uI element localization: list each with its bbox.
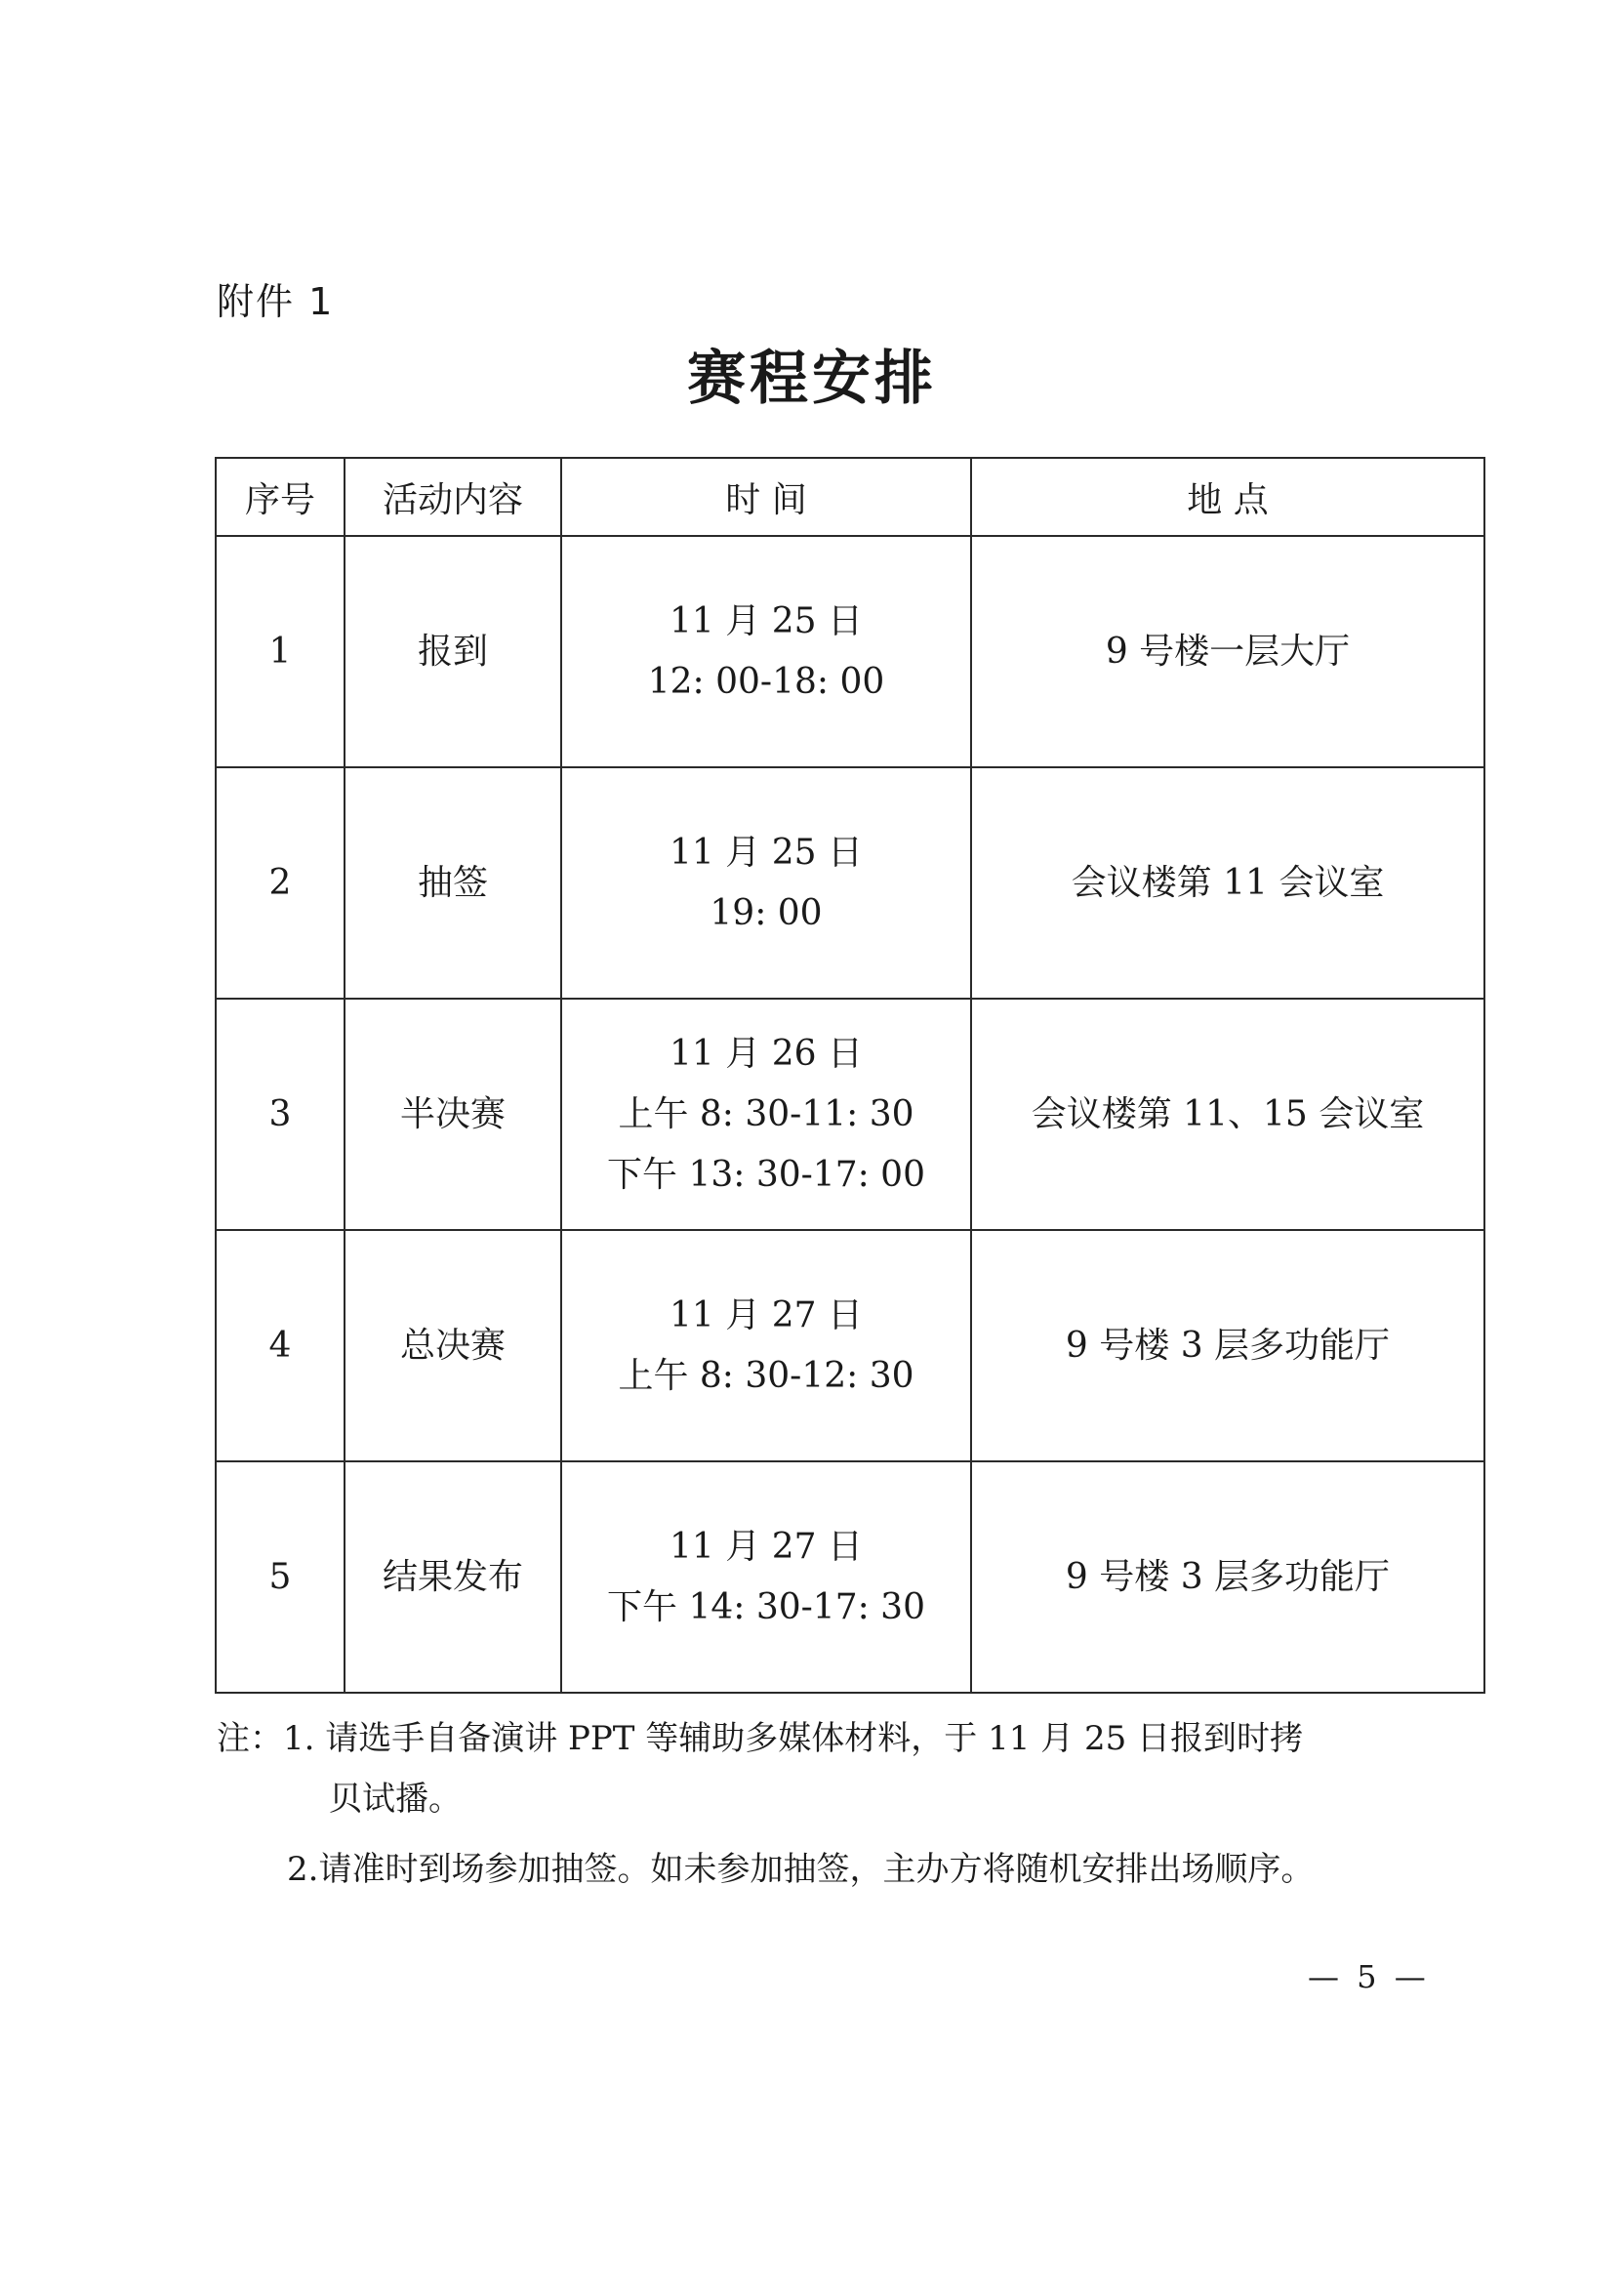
note-1-line-2: 贝试播。: [329, 1780, 462, 1819]
time-line: 19: 00: [710, 892, 823, 933]
row-no: 5: [216, 1461, 345, 1693]
row-location: 9 号楼 3 层多功能厅: [971, 1461, 1484, 1693]
schedule-table: [215, 457, 1485, 1694]
table-row: [216, 1461, 1484, 1693]
document-title: 赛程安排: [687, 345, 937, 413]
row-activity: 总决赛: [345, 1230, 561, 1461]
table-row: [216, 1230, 1484, 1461]
note-1-line-1: 注：1. 请选手自备演讲 PPT 等辅助多媒体材料，于 11 月 25 日报到时拷: [217, 1719, 1304, 1758]
time-line: 上午 8: 30-11: 30: [618, 1093, 914, 1134]
attachment-label: 附件 1: [217, 280, 335, 323]
row-activity: 半决赛: [345, 999, 561, 1230]
row-time: [561, 536, 971, 767]
row-time: [561, 1461, 971, 1693]
time-line: 下午 13: 30-17: 00: [607, 1154, 925, 1195]
table-header-row: [216, 458, 1484, 536]
time-line: 12: 00-18: 00: [647, 661, 885, 702]
table-row: [216, 536, 1484, 767]
row-no: 4: [216, 1230, 345, 1461]
table-row: [216, 767, 1484, 999]
row-activity: 报到: [345, 536, 561, 767]
time-line: 11 月 26 日: [670, 1033, 863, 1074]
time-line: 上午 8: 30-12: 30: [618, 1355, 914, 1396]
row-activity: 结果发布: [345, 1461, 561, 1693]
row-location: 9 号楼 3 层多功能厅: [971, 1230, 1484, 1461]
row-location: 会议楼第 11 会议室: [971, 767, 1484, 999]
row-location: 会议楼第 11、15 会议室: [971, 999, 1484, 1230]
row-time: [561, 1230, 971, 1461]
header-no: 序号: [216, 458, 345, 536]
row-no: 2: [216, 767, 345, 999]
table-row: [216, 999, 1484, 1230]
time-line: 11 月 27 日: [670, 1526, 863, 1567]
row-activity: 抽签: [345, 767, 561, 999]
time-line: 11 月 27 日: [670, 1294, 863, 1335]
row-location: 9 号楼一层大厅: [971, 536, 1484, 767]
page-number: — 5 —: [1308, 1958, 1430, 1995]
row-time: [561, 767, 971, 999]
header-location: 地 点: [971, 458, 1484, 536]
header-time: 时 间: [561, 458, 971, 536]
notes-section: [217, 1708, 1505, 1900]
time-line: 11 月 25 日: [670, 600, 863, 641]
row-no: 3: [216, 999, 345, 1230]
time-line: 11 月 25 日: [670, 832, 863, 873]
row-time: [561, 999, 971, 1230]
row-no: 1: [216, 536, 345, 767]
note-2: 2.请准时到场参加抽签。如未参加抽签，主办方将随机安排出场顺序。: [287, 1850, 1315, 1889]
time-line: 下午 14: 30-17: 30: [607, 1586, 925, 1627]
header-activity: 活动内容: [345, 458, 561, 536]
